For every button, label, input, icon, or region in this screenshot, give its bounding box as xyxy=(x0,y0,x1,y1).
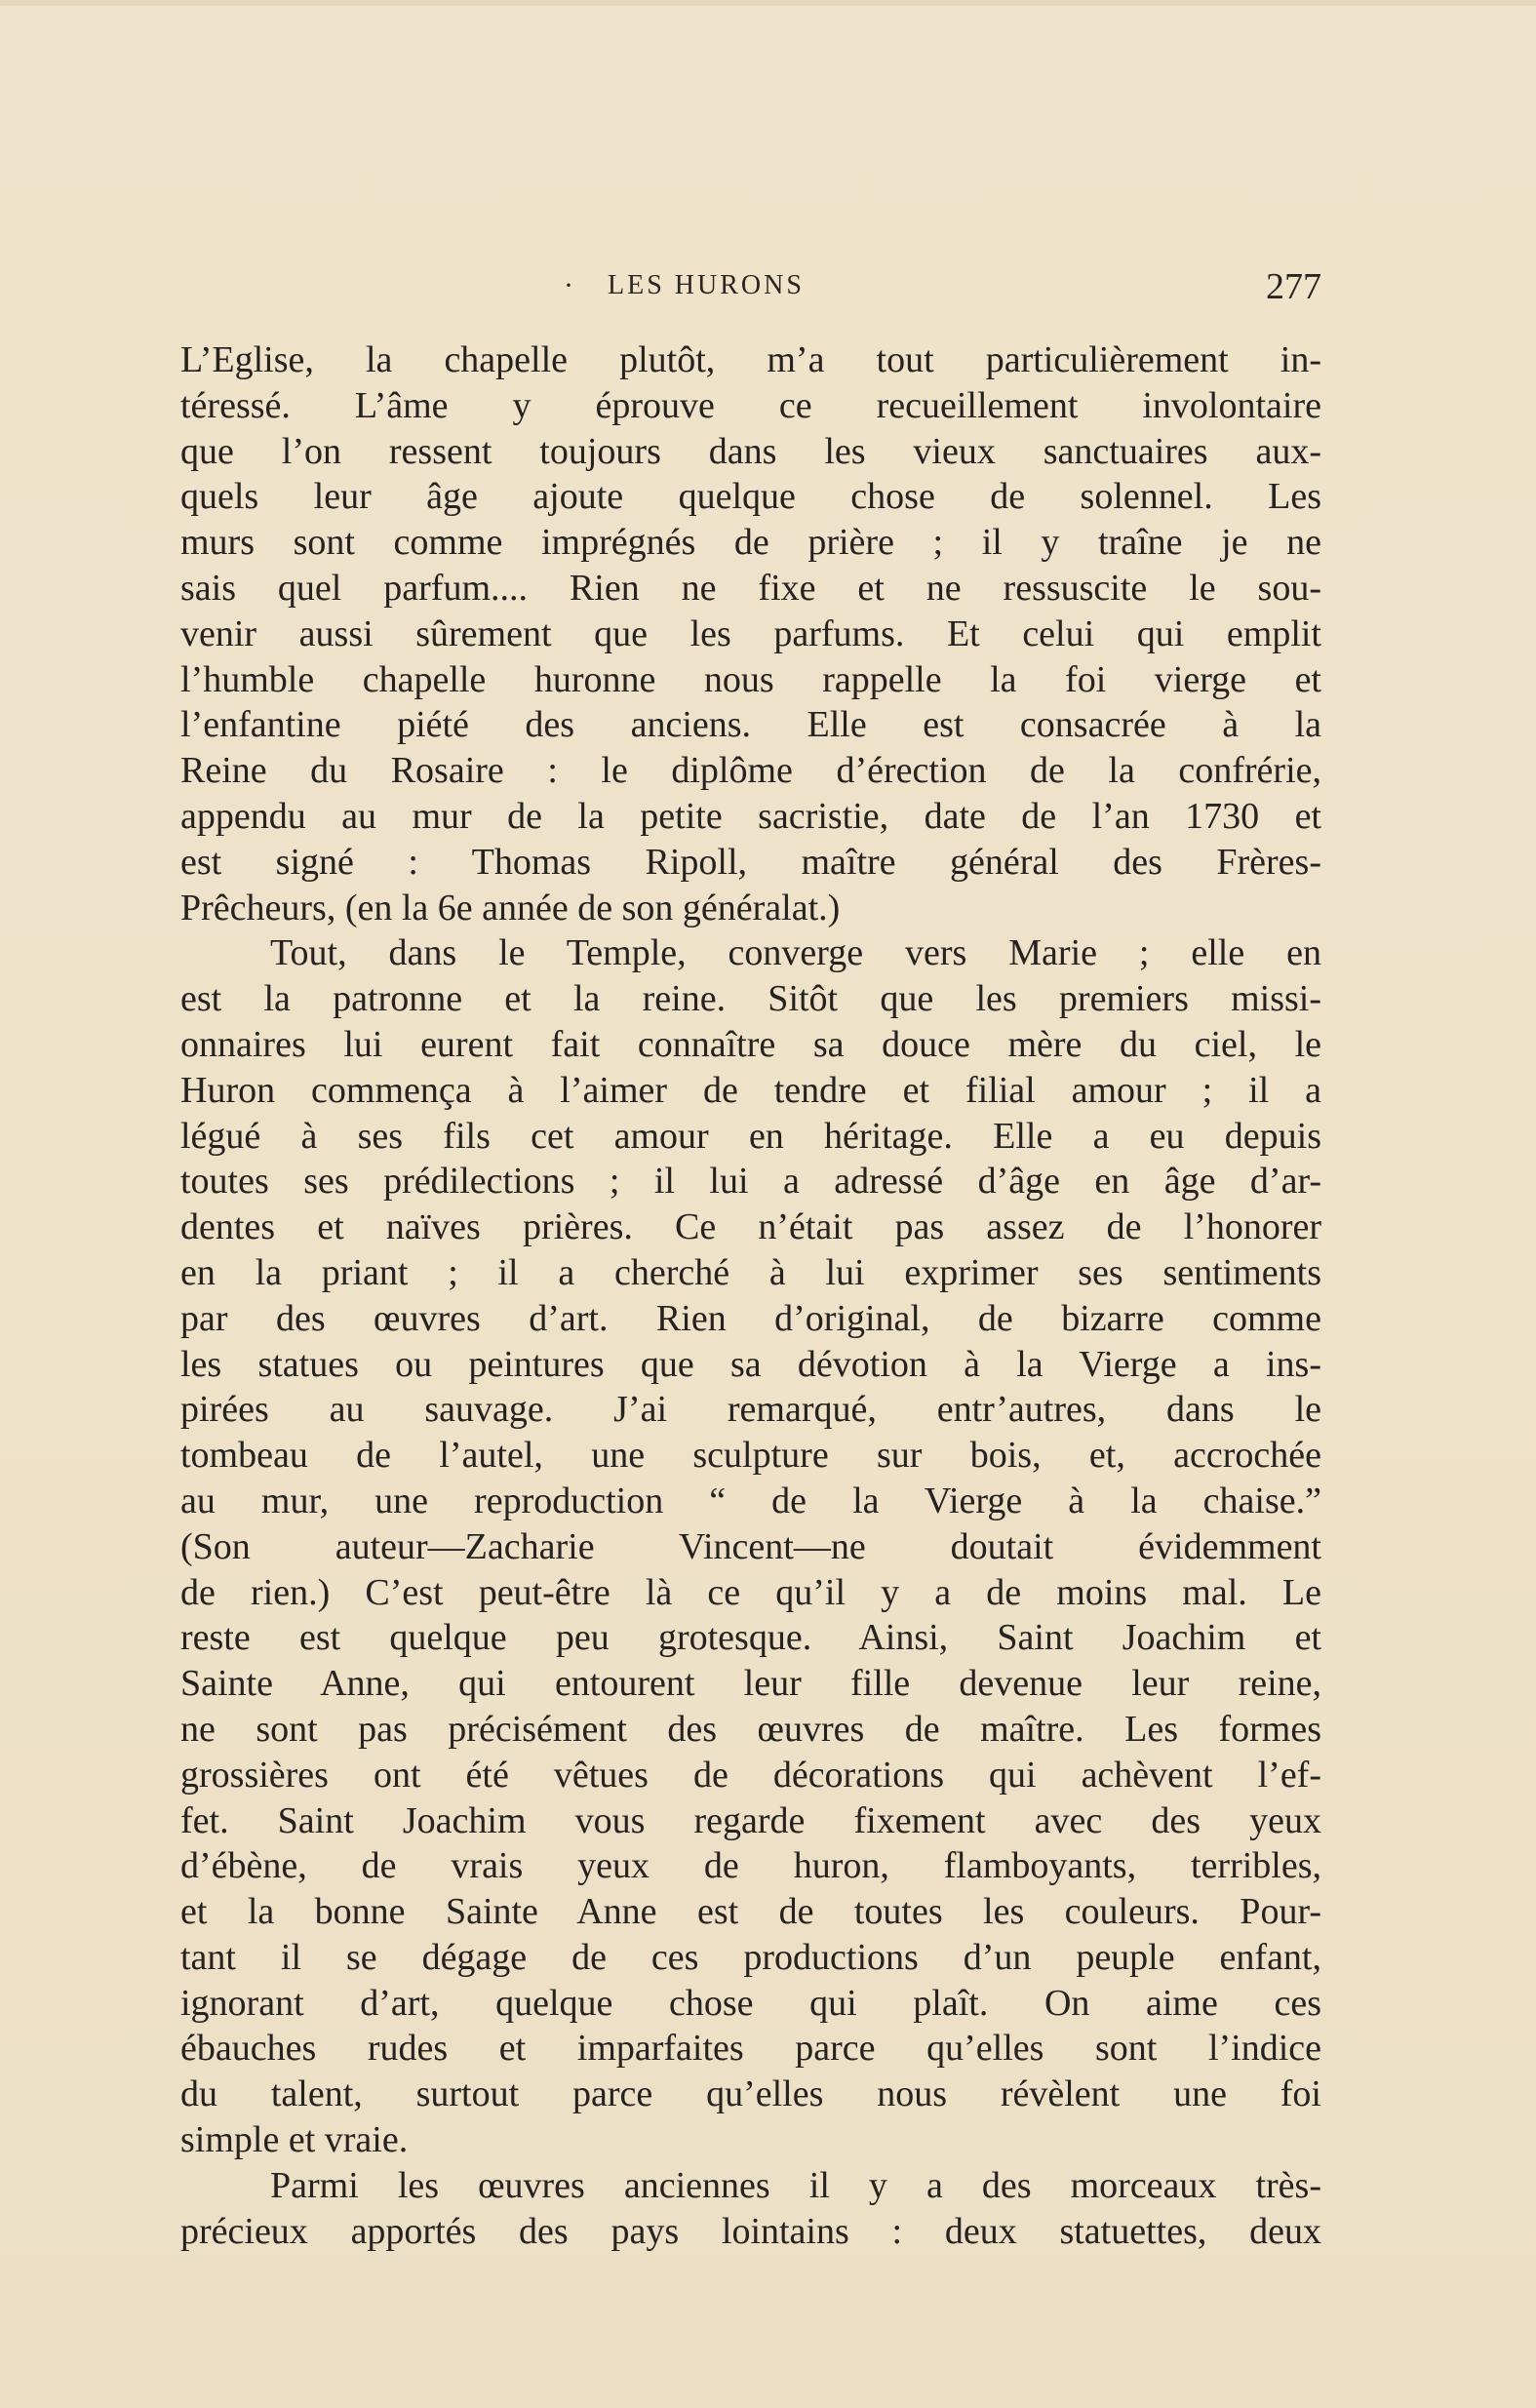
text-line: toutes ses prédilections ; il lui a adressé d’âge en âge d’ar- xyxy=(180,1161,1321,1203)
text-line: Tout, dans le Temple, converge vers Marie ; elle en xyxy=(270,932,1321,974)
text-line: sais quel parfum.... Rien ne fixe et ne ressuscite le sou- xyxy=(180,567,1321,609)
text-line: d’ébène, de vrais yeux de huron, flamboyants, terribles, xyxy=(180,1845,1321,1887)
text-line: reste est quelque peu grotesque. Ainsi, Saint Joachim et xyxy=(180,1617,1321,1659)
text-line: est signé : Thomas Ripoll, maître général des Frères- xyxy=(180,841,1321,883)
running-head: LES HURONS xyxy=(608,270,805,300)
text-line: par des œuvres d’art. Rien d’original, de bizarre comme xyxy=(180,1297,1321,1339)
text-line: est la patronne et la reine. Sitôt que les premiers missi- xyxy=(180,978,1321,1020)
text-line: appendu au mur de la petite sacristie, date de l’an 1730 et xyxy=(180,795,1321,837)
text-line: Sainte Anne, qui entourent leur fille devenue leur reine, xyxy=(180,1663,1321,1705)
text-line: les statues ou peintures que sa dévotion à la Vierge a ins- xyxy=(180,1343,1321,1385)
text-line: au mur, une reproduction “ de la Vierge à la chaise.” xyxy=(180,1480,1321,1521)
text-line: Huron commença à l’aimer de tendre et filial amour ; il a xyxy=(180,1069,1321,1111)
text-line: Parmi les œuvres anciennes il y a des morceaux très- xyxy=(270,2164,1321,2206)
page-header xyxy=(180,263,1321,312)
text-line: simple et vraie. xyxy=(180,2119,409,2161)
text-line: onnaires lui eurent fait connaître sa douce mère du ciel, le xyxy=(180,1023,1321,1065)
text-line: fet. Saint Joachim vous regarde fixement avec des yeux xyxy=(180,1799,1321,1841)
text-line: ne sont pas précisément des œuvres de maître. Les formes xyxy=(180,1708,1321,1750)
text-line: Prêcheurs, (en la 6e année de son généralat.) xyxy=(180,887,841,928)
text-line: que l’on ressent toujours dans les vieux sanctuaires aux- xyxy=(180,430,1321,472)
page-number: 277 xyxy=(1266,266,1321,307)
text-line: légué à ses fils cet amour en héritage. Elle a eu depuis xyxy=(180,1115,1321,1157)
text-line: ébauches rudes et imparfaites parce qu’elles sont l’indice xyxy=(180,2028,1321,2070)
text-line: dentes et naïves prières. Ce n’était pas assez de l’honorer xyxy=(180,1206,1321,1248)
text-line: tombeau de l’autel, une sculpture sur bois, et, accrochée xyxy=(180,1435,1321,1477)
text-line: tant il se dégage de ces productions d’un peuple enfant, xyxy=(180,1936,1321,1978)
text-line: (Son auteur—Zacharie Vincent—ne doutait évidemment xyxy=(180,1525,1321,1567)
text-line: ignorant d’art, quelque chose qui plaît. On aime ces xyxy=(180,1982,1321,2024)
text-line: en la priant ; il a cherché à lui exprimer ses sentiments xyxy=(180,1251,1321,1293)
text-line: grossières ont été vêtues de décorations qui achèvent l’ef- xyxy=(180,1754,1321,1796)
text-line: venir aussi sûrement que les parfums. Et celui qui emplit xyxy=(180,612,1321,654)
text-line: L’Eglise, la chapelle plutôt, m’a tout particulièrement in- xyxy=(180,339,1321,380)
text-line: précieux apportés des pays lointains : deux statuettes, deux xyxy=(180,2210,1321,2252)
text-line: l’humble chapelle huronne nous rappelle la foi vierge et xyxy=(180,658,1321,700)
text-line: Reine du Rosaire : le diplôme d’érection de la confrérie, xyxy=(180,750,1321,792)
text-line: pirées au sauvage. J’ai remarqué, entr’autres, dans le xyxy=(180,1389,1321,1431)
text-line: du talent, surtout parce qu’elles nous révèlent une foi xyxy=(180,2073,1321,2115)
text-line: et la bonne Sainte Anne est de toutes les couleurs. Pour- xyxy=(180,1891,1321,1933)
body-text xyxy=(180,337,1321,2252)
text-line: quels leur âge ajoute quelque chose de solennel. Les xyxy=(180,476,1321,518)
text-line: murs sont comme imprégnés de prière ; il y traîne je ne xyxy=(180,522,1321,564)
header-dot: · xyxy=(564,269,573,301)
text-line: l’enfantine piété des anciens. Elle est consacrée à la xyxy=(180,704,1321,746)
page-top-edge xyxy=(0,0,1536,6)
text-line: téressé. L’âme y éprouve ce recueillement involontaire xyxy=(180,384,1321,426)
text-line: de rien.) C’est peut-être là ce qu’il y a de moins mal. Le xyxy=(180,1571,1321,1613)
